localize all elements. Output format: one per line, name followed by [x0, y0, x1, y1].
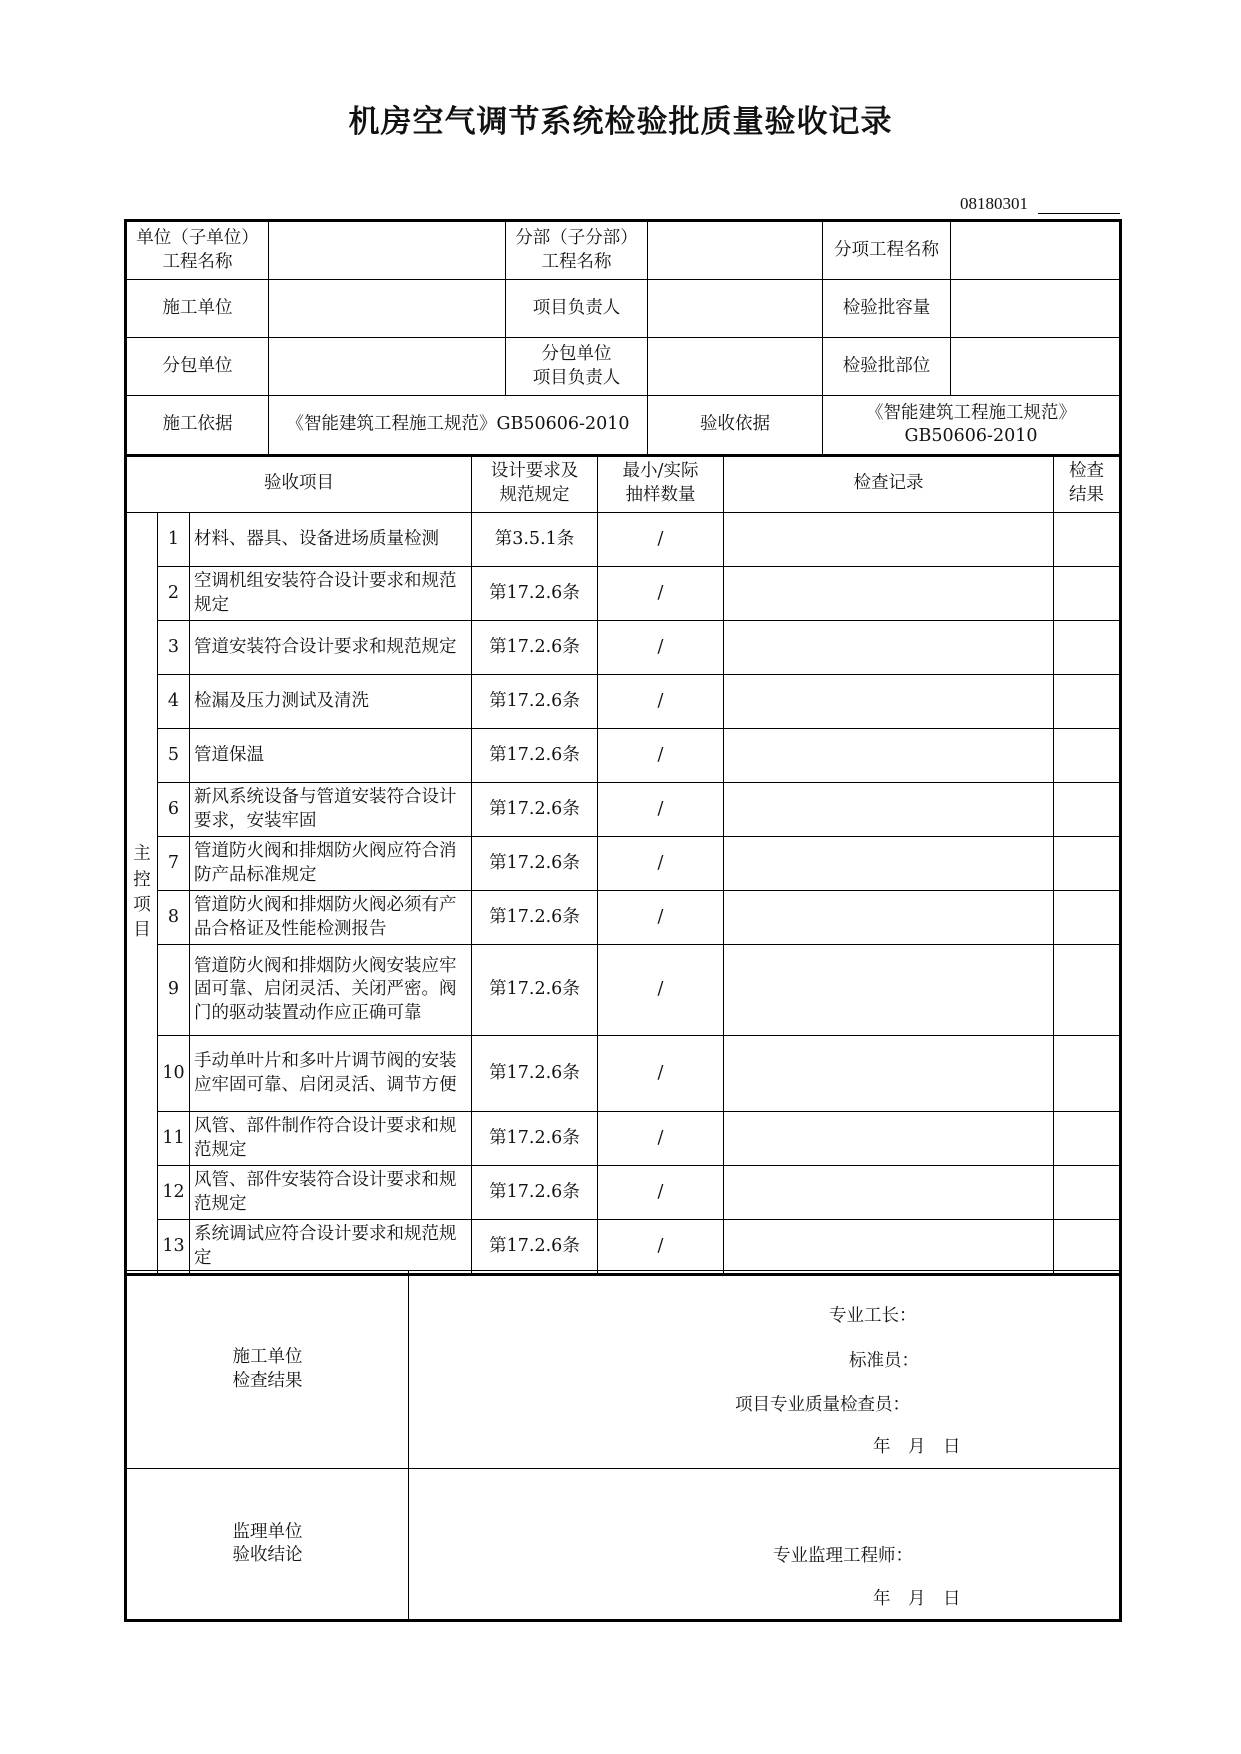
- item-sample: /: [598, 675, 724, 729]
- project-leader-label: 项目负责人: [506, 280, 648, 338]
- item-record[interactable]: [724, 891, 1054, 945]
- item-result[interactable]: [1054, 891, 1121, 945]
- contractor-label: 施工单位: [126, 280, 269, 338]
- item-number: 10: [158, 1036, 190, 1112]
- table-row: [126, 621, 1121, 675]
- quality-inspector-label: 项目专业质量检查员：: [735, 1395, 910, 1415]
- item-record[interactable]: [724, 1166, 1054, 1220]
- contractor-check-area[interactable]: [409, 1271, 1121, 1469]
- basis-label: 施工依据: [126, 396, 269, 456]
- signature-table: [124, 1270, 1122, 1622]
- item-number: 3: [158, 621, 190, 675]
- item-result[interactable]: [1054, 621, 1121, 675]
- item-requirement: 第17.2.6条: [472, 783, 598, 837]
- subdivision-value[interactable]: [648, 221, 823, 280]
- item-result[interactable]: [1054, 729, 1121, 783]
- item-record[interactable]: [724, 1220, 1054, 1275]
- item-text: 检漏及压力测试及清洗: [190, 675, 472, 729]
- supervisor-date: 年 月 日: [873, 1589, 961, 1609]
- supervisor-check-label: 监理单位 验收结论: [126, 1469, 409, 1621]
- table-row: [126, 837, 1121, 891]
- item-text: 管道安装符合设计要求和规范规定: [190, 621, 472, 675]
- basis-value: 《智能建筑工程施工规范》GB50606-2010: [269, 396, 648, 456]
- item-requirement: 第17.2.6条: [472, 567, 598, 621]
- item-result[interactable]: [1054, 1112, 1121, 1166]
- item-sample: /: [598, 891, 724, 945]
- batch-location-value[interactable]: [951, 338, 1121, 396]
- table-row: [126, 513, 1121, 567]
- form-code-underline: [1038, 213, 1120, 214]
- item-requirement: 第17.2.6条: [472, 945, 598, 1036]
- unit-label: 单位（子单位） 工程名称: [126, 221, 269, 280]
- item-requirement: 第17.2.6条: [472, 675, 598, 729]
- item-result[interactable]: [1054, 513, 1121, 567]
- table-row: [126, 1166, 1121, 1220]
- item-number: 11: [158, 1112, 190, 1166]
- batch-location-label: 检验批部位: [823, 338, 951, 396]
- sub-leader-value[interactable]: [648, 338, 823, 396]
- item-number: 4: [158, 675, 190, 729]
- item-requirement: 第17.2.6条: [472, 621, 598, 675]
- table-row: [126, 1220, 1121, 1275]
- col-record-header: 检查记录: [724, 455, 1054, 513]
- item-requirement: 第17.2.6条: [472, 729, 598, 783]
- supervisor-engineer-label: 专业监理工程师：: [773, 1546, 913, 1566]
- item-project-label: 分项工程名称: [823, 221, 951, 280]
- item-sample: /: [598, 729, 724, 783]
- item-requirement: 第17.2.6条: [472, 1220, 598, 1275]
- table-row: [126, 675, 1121, 729]
- item-number: 5: [158, 729, 190, 783]
- item-sample: /: [598, 513, 724, 567]
- item-record[interactable]: [724, 621, 1054, 675]
- item-record[interactable]: [724, 1036, 1054, 1112]
- items-table: [124, 454, 1122, 1276]
- item-text: 风管、部件安装符合设计要求和规范规定: [190, 1166, 472, 1220]
- item-text: 管道防火阀和排烟防火阀安装应牢固可靠、启闭灵活、关闭严密。阀门的驱动装置动作应正确可靠: [190, 945, 472, 1036]
- form-code: 08180301: [960, 194, 1028, 213]
- item-number: 1: [158, 513, 190, 567]
- item-text: 管道防火阀和排烟防火阀应符合消防产品标准规定: [190, 837, 472, 891]
- item-record[interactable]: [724, 567, 1054, 621]
- table-row: [126, 891, 1121, 945]
- item-result[interactable]: [1054, 837, 1121, 891]
- item-record[interactable]: [724, 837, 1054, 891]
- col-requirement-header: 设计要求及 规范规定: [472, 455, 598, 513]
- item-requirement: 第17.2.6条: [472, 837, 598, 891]
- standard-officer-label: 标准员：: [849, 1351, 919, 1371]
- table-row: [126, 729, 1121, 783]
- item-record[interactable]: [724, 945, 1054, 1036]
- col-result-header: 检查 结果: [1054, 455, 1121, 513]
- acceptance-basis-value: 《智能建筑工程施工规范》 GB50606-2010: [823, 396, 1121, 456]
- contractor-date: 年 月 日: [873, 1437, 961, 1457]
- item-sample: /: [598, 621, 724, 675]
- item-result[interactable]: [1054, 945, 1121, 1036]
- item-sample: /: [598, 837, 724, 891]
- project-leader-value[interactable]: [648, 280, 823, 338]
- item-result[interactable]: [1054, 783, 1121, 837]
- header-table: [124, 219, 1122, 457]
- item-sample: /: [598, 1112, 724, 1166]
- contractor-check-label: 施工单位 检查结果: [126, 1271, 409, 1469]
- item-result[interactable]: [1054, 1036, 1121, 1112]
- table-row: [126, 1036, 1121, 1112]
- item-record[interactable]: [724, 513, 1054, 567]
- foreman-label: 专业工长：: [829, 1306, 917, 1326]
- subcontractor-label: 分包单位: [126, 338, 269, 396]
- item-requirement: 第17.2.6条: [472, 1112, 598, 1166]
- item-result[interactable]: [1054, 675, 1121, 729]
- item-number: 9: [158, 945, 190, 1036]
- col-item-header: 验收项目: [126, 455, 472, 513]
- sub-leader-label: 分包单位 项目负责人: [506, 338, 648, 396]
- item-number: 13: [158, 1220, 190, 1275]
- acceptance-basis-label: 验收依据: [648, 396, 823, 456]
- item-project-value[interactable]: [951, 221, 1121, 280]
- item-sample: /: [598, 1220, 724, 1275]
- main-control-label: 主 控 项 目: [126, 513, 158, 1275]
- item-text: 手动单叶片和多叶片调节阀的安装应牢固可靠、启闭灵活、调节方便: [190, 1036, 472, 1112]
- batch-capacity-label: 检验批容量: [823, 280, 951, 338]
- page-title: 机房空气调节系统检验批质量验收记录: [348, 104, 893, 140]
- item-result[interactable]: [1054, 567, 1121, 621]
- item-sample: /: [598, 945, 724, 1036]
- item-requirement: 第3.5.1条: [472, 513, 598, 567]
- contractor-value[interactable]: [269, 280, 506, 338]
- item-text: 管道保温: [190, 729, 472, 783]
- item-requirement: 第17.2.6条: [472, 891, 598, 945]
- item-record[interactable]: [724, 783, 1054, 837]
- unit-value[interactable]: [269, 221, 506, 280]
- col-sample-header: 最小/实际 抽样数量: [598, 455, 724, 513]
- item-sample: /: [598, 1036, 724, 1112]
- item-text: 系统调试应符合设计要求和规范规定: [190, 1220, 472, 1275]
- item-sample: /: [598, 783, 724, 837]
- item-record[interactable]: [724, 729, 1054, 783]
- item-requirement: 第17.2.6条: [472, 1036, 598, 1112]
- batch-capacity-value[interactable]: [951, 280, 1121, 338]
- supervisor-check-area[interactable]: [409, 1469, 1121, 1621]
- item-record[interactable]: [724, 1112, 1054, 1166]
- item-number: 2: [158, 567, 190, 621]
- item-sample: /: [598, 1166, 724, 1220]
- item-number: 12: [158, 1166, 190, 1220]
- item-text: 风管、部件制作符合设计要求和规范规定: [190, 1112, 472, 1166]
- item-record[interactable]: [724, 675, 1054, 729]
- table-row: [126, 1112, 1121, 1166]
- item-text: 空调机组安装符合设计要求和规范规定: [190, 567, 472, 621]
- item-result[interactable]: [1054, 1220, 1121, 1275]
- item-text: 材料、器具、设备进场质量检测: [190, 513, 472, 567]
- item-number: 6: [158, 783, 190, 837]
- item-result[interactable]: [1054, 1166, 1121, 1220]
- item-number: 7: [158, 837, 190, 891]
- item-requirement: 第17.2.6条: [472, 1166, 598, 1220]
- item-text: 新风系统设备与管道安装符合设计要求，安装牢固: [190, 783, 472, 837]
- item-number: 8: [158, 891, 190, 945]
- subdivision-label: 分部（子分部） 工程名称: [506, 221, 648, 280]
- table-row: [126, 567, 1121, 621]
- item-sample: /: [598, 567, 724, 621]
- subcontractor-value[interactable]: [269, 338, 506, 396]
- table-row: [126, 945, 1121, 1036]
- table-row: [126, 783, 1121, 837]
- item-text: 管道防火阀和排烟防火阀必须有产品合格证及性能检测报告: [190, 891, 472, 945]
